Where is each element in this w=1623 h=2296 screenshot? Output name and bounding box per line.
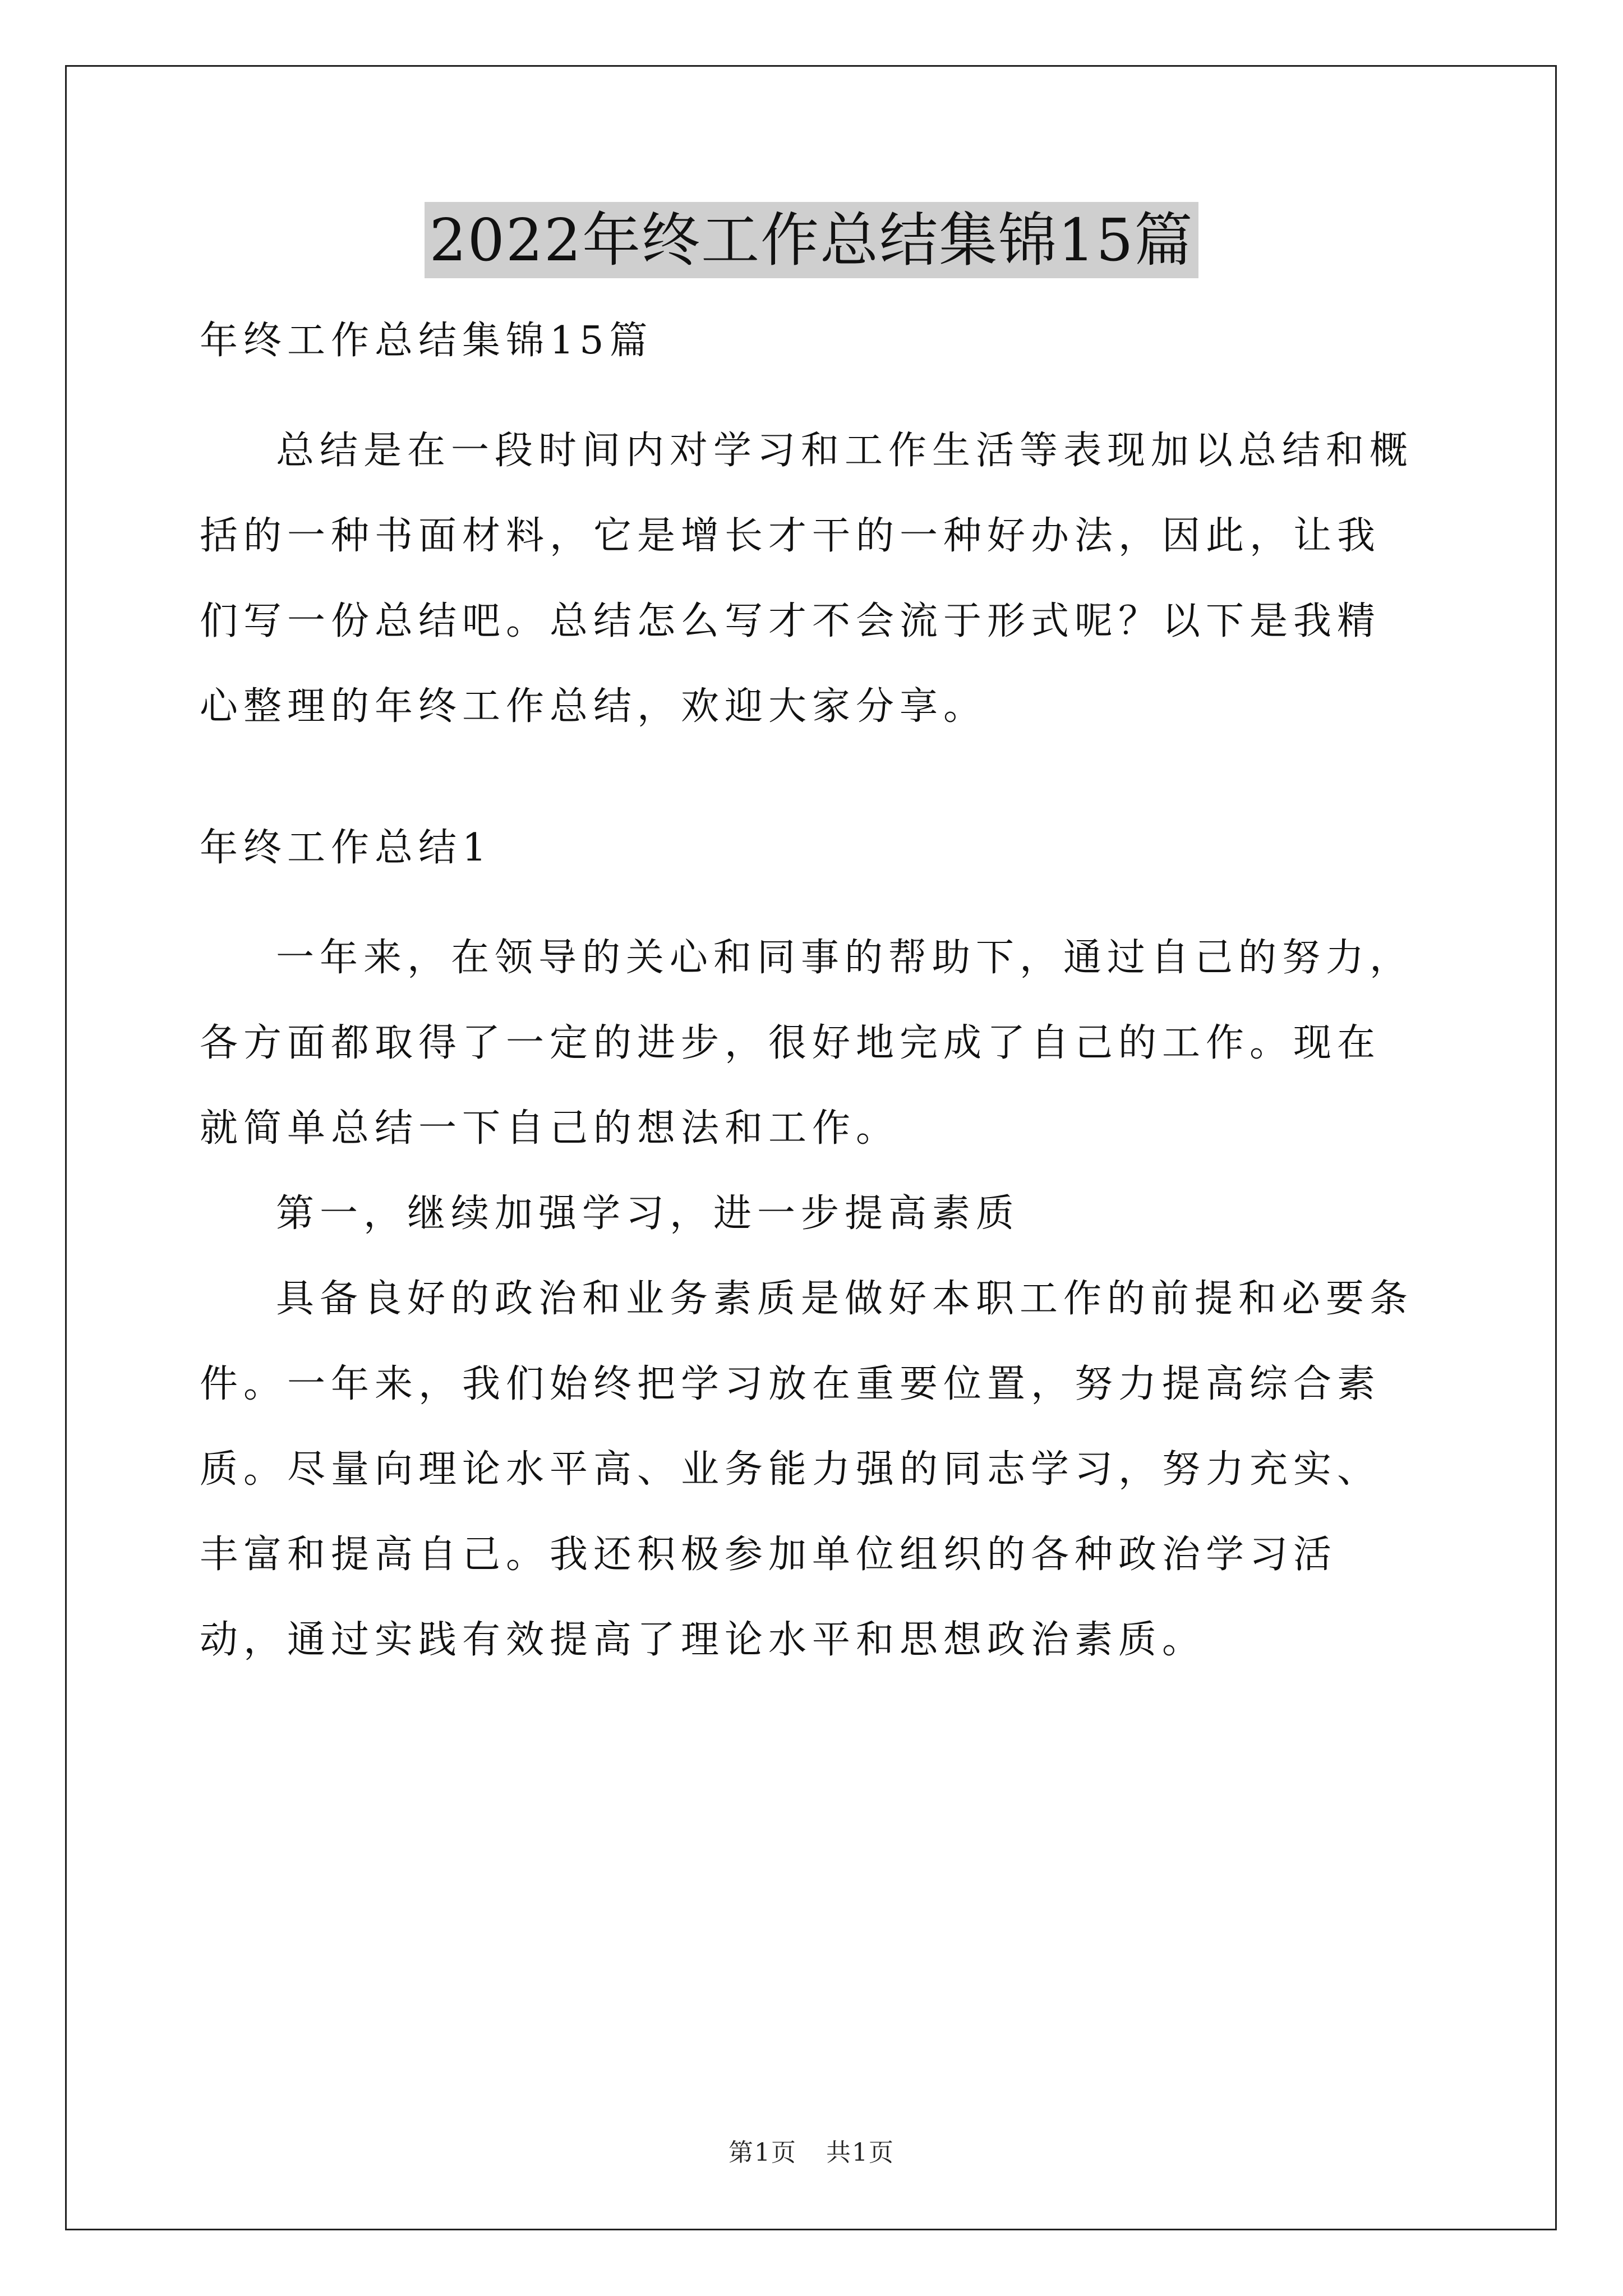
page-number: 第1页 xyxy=(728,2138,797,2167)
document-subtitle: 年终工作总结集锦15篇 xyxy=(200,319,653,363)
intro-paragraph: 总结是在一段时间内对学习和工作生活等表现加以总结和概括的一种书面材料，它是增长才干的一种好办法，因此，让我们写一份总结吧。总结怎么写才不会流于形式呢？以下是我精心整理的年终工作总结，欢迎大家分享。 xyxy=(200,429,1414,729)
page-footer xyxy=(0,2136,1623,2170)
body-paragraph: 一年来，在领导的关心和同事的帮助下，通过自己的努力，各方面都取得了一定的进步，很好地完成了自己的工作。现在就简单总结一下自己的想法和工作。 xyxy=(200,936,1414,1151)
title-container xyxy=(0,202,1623,278)
page-total: 共1页 xyxy=(826,2138,895,2167)
body-paragraph: 具备良好的政治和业务素质是做好本职工作的前提和必要条件。一年来，我们始终把学习放在重要位置，努力提高综合素质。尽量向理论水平高、业务能力强的同志学习，努力充实、丰富和提高自己。我还积极参加单位组织的各种政治学习活动，通过实践有效提高了理论水平和思想政治素质。 xyxy=(200,1277,1414,1662)
body-paragraph-heading: 第一，继续加强学习，进一步提高素质 xyxy=(276,1191,1020,1236)
section-heading: 年终工作总结1 xyxy=(200,826,492,870)
document-title: 2022年终工作总结集锦15篇 xyxy=(425,202,1198,278)
document-body xyxy=(200,314,1422,1683)
